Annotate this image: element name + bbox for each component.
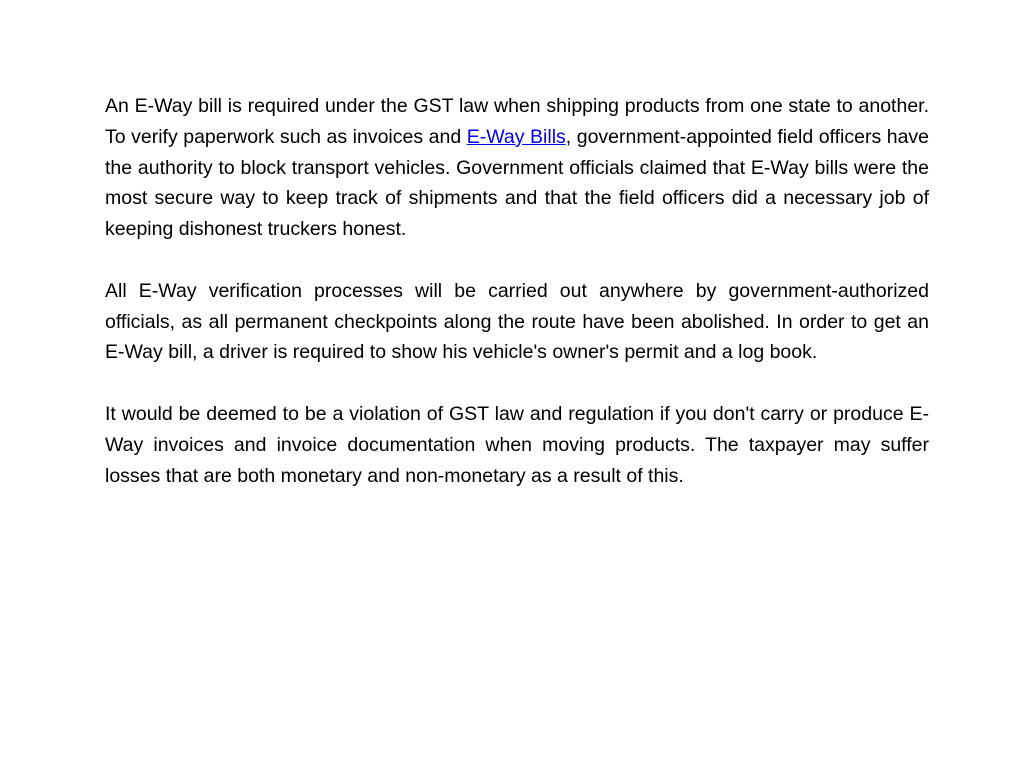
text-content (105, 91, 929, 522)
paragraph-1 (105, 91, 929, 245)
paragraph-2: All E-Way verification processes will be carried out anywhere by government-authorized officials, as all permanent checkpoints along the route have been abolished. In order to get an E-Way bill, a driver is required to show his vehicle's owner's permit and a log book. (105, 279, 929, 364)
paragraph-1-text-before-link: An E-Way bill is required under the GST law when shipping products from one state to another. To verify paperwork such as invoices and (105, 95, 929, 148)
paragraph-1-text-after-link: , government-appointed field officers have the authority to block transport vehicles. Government officials claimed that E-Way bills were the most secure way to keep track of shipments and that the field officers did a necessary job of keeping dishonest truckers honest. (105, 125, 930, 241)
paragraph-3: It would be deemed to be a violation of GST law and regulation if you don't carry or produce E-Way invoices and invoice documentation when moving products. The taxpayer may suffer losses that are both monetary and non-monetary as a result of this. (105, 402, 929, 487)
e-way-bills-link[interactable]: E-Way Bills (466, 125, 566, 148)
